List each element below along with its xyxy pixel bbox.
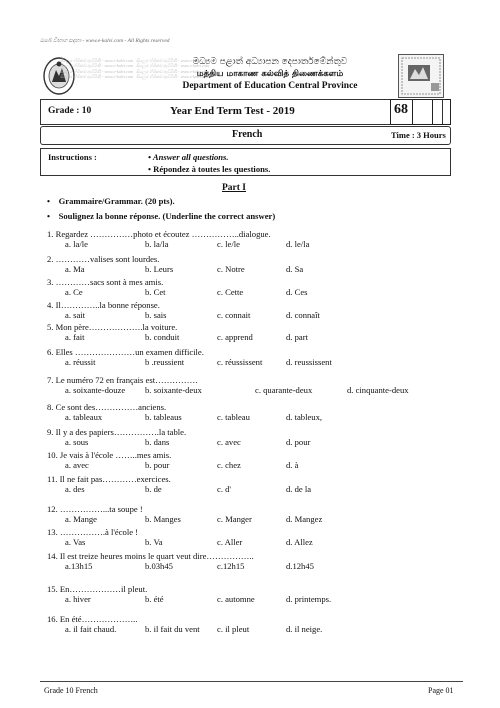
answer-option[interactable]: c. Cette (217, 287, 244, 297)
answer-option[interactable]: a. Ce (65, 287, 83, 297)
answer-option[interactable]: a. hiver (65, 594, 91, 604)
answer-option[interactable]: a. des (65, 484, 85, 494)
answer-option[interactable]: d. pour (286, 437, 311, 447)
answer-option[interactable]: c. il pleut (217, 624, 250, 634)
answer-option[interactable]: d.12h45 (286, 561, 314, 571)
instructions-label: Instructions : (48, 152, 97, 162)
answer-option[interactable]: b. de (145, 484, 162, 494)
question-text: 10. Je vais à l'école ……..mes amis. (47, 450, 172, 460)
test-title: Year End Term Test - 2019 (170, 105, 295, 117)
answer-option[interactable]: d. reussissent (286, 357, 332, 367)
question-text: 13. …………….à l'école ! (47, 527, 139, 537)
answer-option[interactable]: a. réussit (65, 357, 96, 367)
answer-option[interactable]: d. printemps. (286, 594, 332, 604)
answer-option[interactable]: a. avec (65, 460, 89, 470)
time-label: Time : 3 Hours (391, 130, 446, 140)
answer-option[interactable]: d. le/la (286, 239, 310, 249)
footer-left: Grade 10 French (44, 686, 98, 695)
question-text: 5. Mon père……………….la voiture. (47, 322, 178, 332)
answer-option[interactable]: d. Sa (286, 264, 304, 274)
tamil-title: மத்திய மாகாண கல்வித் திணைக்களம் (196, 69, 344, 79)
answer-option[interactable]: c. Notre (217, 264, 245, 274)
watermark: සියලුම හිමිකම් ඇවිරිණි - www.e-kalvi.com සියලුම හිමිකම් ඇවිරිණි - www.e-kalvi.com සියලුම හිමිකම් ඇවිරිණි - www.e-kalvi.com සියලුම හිමිකම් ඇවිරිණි - www.e-kalvi.com සියලුම හිමිකම් ඇවිරිණි - www.e-kalvi.com සියලුම හිමිකම් ඇවිරිණි - www.e-kalvi.com සියලුම හිමිකම් ඇවිරිණි - www.e-kalvi.com සියලුම හිමිකම් ඇවිරිණි - www.e-kalvi.com (60, 57, 210, 80)
question-text: 4. Il…………..la bonne réponse. (47, 300, 160, 310)
answer-option[interactable]: b. pour (145, 460, 170, 470)
answer-option[interactable]: a. sous (65, 437, 89, 447)
answer-option[interactable]: b. dans (145, 437, 170, 447)
answer-option[interactable]: a. la/le (65, 239, 88, 249)
answer-option[interactable]: c. d' (217, 484, 231, 494)
question-text: 16. En été……………….. (47, 614, 138, 624)
answer-option[interactable]: b. été (145, 594, 164, 604)
answer-option[interactable]: d. part (286, 332, 308, 342)
part-title: Part I (222, 183, 247, 193)
subject-label: French (232, 129, 263, 140)
question-text: 6. Elles …………………un examen difficile. (47, 347, 204, 357)
top-note: ඔබේ විභාග සදහා - www.e-kalvi.com - All Rights reserved (40, 38, 170, 44)
answer-option[interactable]: c. avec (217, 437, 241, 447)
question-text: 3. …………sacs sont à mes amis. (47, 277, 164, 287)
answer-option[interactable]: d. Ces (286, 287, 308, 297)
answer-option[interactable]: c. connait (217, 310, 251, 320)
question-text: 9. Il y a des papiers…………….la table. (47, 427, 187, 437)
part-bullet: • Grammaire/Grammar. (20 pts). (47, 196, 175, 206)
english-title: Department of Education Central Province (182, 81, 358, 91)
footer-page: Page 01 (428, 686, 454, 695)
answer-option[interactable]: c. Aller (217, 537, 243, 547)
question-text: 8. Ce sont des……………anciens. (47, 402, 167, 412)
answer-option[interactable]: d. cinquante-deux (347, 385, 409, 395)
answer-option[interactable]: a. fait (65, 332, 85, 342)
answer-option[interactable]: d. connaît (286, 310, 320, 320)
answer-option[interactable]: b. sais (145, 310, 167, 320)
answer-option[interactable]: a. Vas (65, 537, 86, 547)
answer-option[interactable]: a. il fait chaud. (65, 624, 117, 634)
answer-option[interactable]: b. conduit (145, 332, 180, 342)
answer-option[interactable]: a. Ma (65, 264, 85, 274)
question-text: 11. Il ne fait pas…………exercices. (47, 474, 171, 484)
question-text: 7. Le numéro 72 en français est…………… (47, 375, 199, 385)
question-text: 14. Il est treize heures moins le quart veut dire…………….. (47, 551, 254, 561)
instruction-item: • Answer all questions. (148, 152, 229, 162)
part-bullet: • Soulignez la bonne réponse. (Underline the correct answer) (47, 211, 276, 221)
answer-option[interactable]: b.03h45 (145, 561, 173, 571)
answer-option[interactable]: d. à (286, 460, 299, 470)
answer-option[interactable]: c. chez (217, 460, 241, 470)
answer-option[interactable]: d. Mangez (286, 514, 323, 524)
answer-option[interactable]: b. la/la (145, 239, 169, 249)
answer-option[interactable]: c. tableau (217, 412, 250, 422)
answer-option[interactable]: b. il fait du vent (145, 624, 200, 634)
answer-option[interactable]: a. soixante-douze (65, 385, 126, 395)
answer-option[interactable]: c. réussissent (217, 357, 263, 367)
answer-option[interactable]: d. tableux, (286, 412, 323, 422)
answer-option[interactable]: d. Allez (286, 537, 313, 547)
answer-option[interactable]: d. de la (286, 484, 312, 494)
answer-option[interactable]: c.12h15 (217, 561, 245, 571)
answer-option[interactable]: b. soixante-deux (145, 385, 202, 395)
answer-option[interactable]: a.13h15 (65, 561, 93, 571)
answer-option[interactable]: a. tableaux (65, 412, 103, 422)
answer-option[interactable]: a. Mange (65, 514, 97, 524)
answer-option[interactable]: b. tableaus (145, 412, 182, 422)
answer-option[interactable]: b. Leurs (145, 264, 174, 274)
paper-code: 68 (394, 102, 408, 117)
answer-option[interactable]: c. quarante-deux (255, 385, 313, 395)
stamp-icon (398, 54, 444, 98)
question-text: 1. Regardez ……………photo et écoutez ……………..dialogue. (47, 229, 271, 239)
answer-option[interactable]: c. apprend (217, 332, 253, 342)
answer-option[interactable]: d. il neige. (286, 624, 323, 634)
sinhala-title: මධ්‍යම පළාත් අධ්‍යාපන දෙපාර්තමේන්තුව (192, 57, 348, 67)
answer-option[interactable]: b. Manges (145, 514, 181, 524)
answer-option[interactable]: c. le/le (217, 239, 240, 249)
answer-option[interactable]: c. automne (217, 594, 255, 604)
question-text: 2. …………valises sont lourdes. (47, 254, 160, 264)
answer-option[interactable]: b. Cet (145, 287, 166, 297)
answer-option[interactable]: b. Va (145, 537, 163, 547)
answer-option[interactable]: a. sait (65, 310, 86, 320)
question-text: 12. ……………...ta soupe ! (47, 504, 143, 514)
grade-label: Grade : 10 (48, 106, 92, 116)
answer-option[interactable]: c. Manger (217, 514, 252, 524)
question-text: 15. En………………il pleut. (47, 584, 148, 594)
answer-option[interactable]: b .reussient (145, 357, 185, 367)
instruction-item: • Répondez à toutes les questions. (148, 164, 271, 174)
footer-rule (40, 681, 463, 682)
